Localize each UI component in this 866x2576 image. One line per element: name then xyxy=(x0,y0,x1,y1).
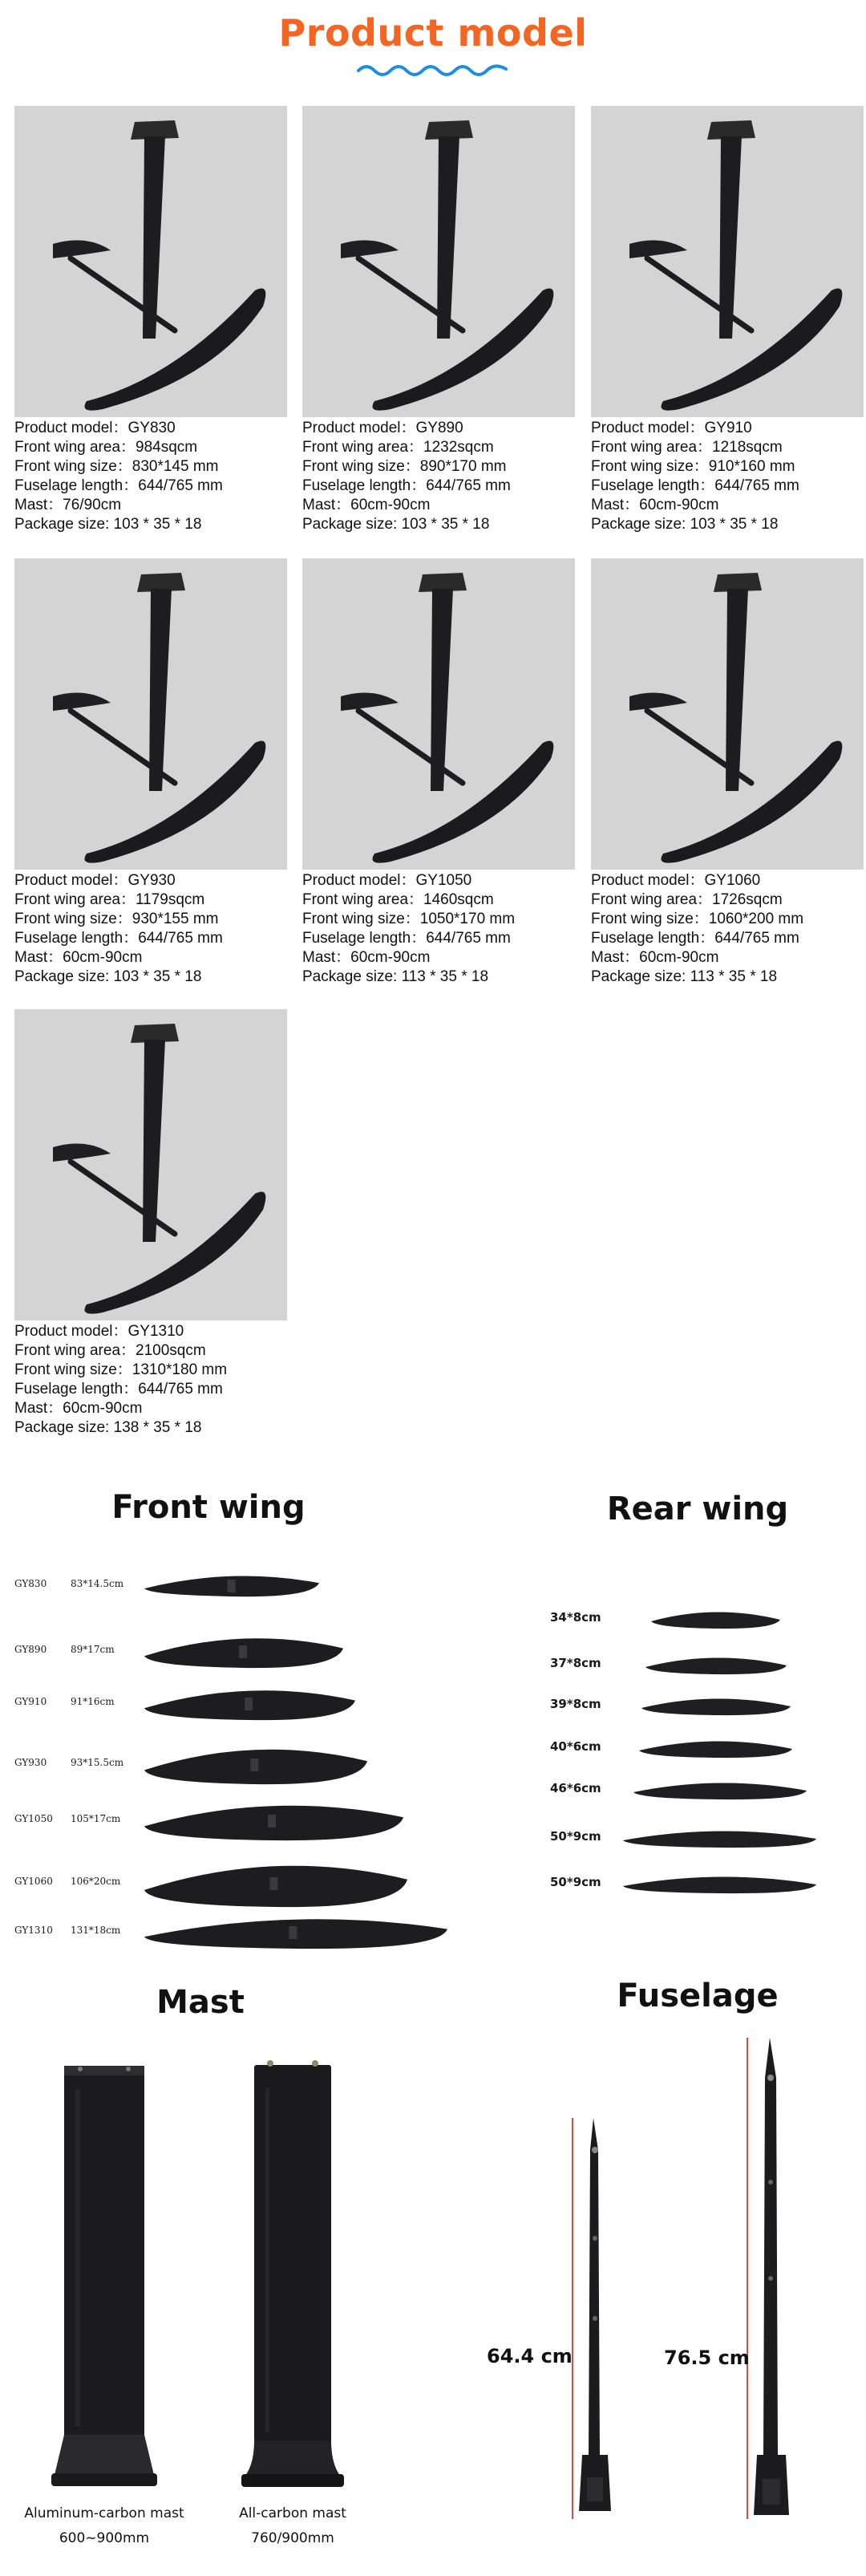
spec-size: Front wing size：1050*170 mm xyxy=(302,911,516,927)
rear-wing-size: 50*9cm xyxy=(550,1829,601,1844)
spec-fuselage: Fuselage length：644/765 mm xyxy=(591,930,799,947)
mast-range-2: 760/900mm xyxy=(251,2530,334,2546)
front-wing-size: 89*17cm xyxy=(71,1644,115,1655)
spec-fuselage: Fuselage length：644/765 mm xyxy=(302,477,511,494)
rear-wing-image xyxy=(637,1730,794,1762)
spec-size: Front wing size：1060*200 mm xyxy=(591,911,804,927)
product-specs xyxy=(14,1322,287,1438)
front-wing-row xyxy=(0,1741,465,1789)
hydrofoil-image xyxy=(302,106,575,417)
fuselage-long-image xyxy=(738,2038,826,2531)
front-wing-row xyxy=(0,1571,465,1619)
spec-model: Product model：GY910 xyxy=(591,420,752,436)
front-wing-image xyxy=(143,1571,327,1598)
front-wing-model: GY1060 xyxy=(14,1876,53,1887)
rear-wing-size: 50*9cm xyxy=(550,1875,601,1889)
rear-wing-image xyxy=(644,1646,788,1678)
mast-range-1: 600~900mm xyxy=(59,2530,150,2546)
hydrofoil-photo xyxy=(14,1009,287,1320)
front-wing-size: 106*20cm xyxy=(71,1876,121,1887)
spec-mast: Mast：60cm-90cm xyxy=(591,949,719,966)
spec-mast: Mast：60cm-90cm xyxy=(591,497,719,513)
spec-area: Front wing area：1232sqcm xyxy=(302,439,494,456)
rear-wing-image xyxy=(621,1865,818,1897)
rear-wing-heading: Rear wing xyxy=(606,1491,789,1527)
spec-size: Front wing size：830*145 mm xyxy=(14,458,219,475)
hydrofoil-photo xyxy=(591,106,864,417)
page-title: Product model xyxy=(278,11,588,55)
spec-area: Front wing area：984sqcm xyxy=(14,439,198,456)
spec-size: Front wing size：910*160 mm xyxy=(591,458,795,475)
spec-size: Front wing size：890*170 mm xyxy=(302,458,507,475)
front-wing-row xyxy=(0,1631,465,1679)
rear-wing-image xyxy=(650,1600,782,1633)
front-wing-model: GY1310 xyxy=(14,1925,53,1936)
spec-size: Front wing size：1310*180 mm xyxy=(14,1361,228,1378)
hydrofoil-photo xyxy=(14,558,287,870)
spec-area: Front wing area：2100sqcm xyxy=(14,1342,206,1359)
hydrofoil-image xyxy=(14,558,287,870)
hydrofoil-photo xyxy=(14,106,287,417)
mast-heading: Mast xyxy=(156,1984,245,2021)
spec-package: Package size: 103 * 35 * 18 xyxy=(14,968,202,985)
spec-area: Front wing area：1218sqcm xyxy=(591,439,783,456)
product-specs xyxy=(302,871,575,987)
spec-package: Package size: 113 * 35 * 18 xyxy=(302,968,489,985)
fuselage-short-image xyxy=(561,2118,650,2527)
mast-caption-2: All-carbon mast xyxy=(239,2505,346,2521)
front-wing-image xyxy=(143,1741,375,1786)
spec-fuselage: Fuselage length：644/765 mm xyxy=(591,477,799,494)
spec-model: Product model：GY830 xyxy=(14,420,176,436)
hydrofoil-image xyxy=(14,106,287,417)
front-wing-size: 91*16cm xyxy=(71,1696,115,1707)
rear-wing-image xyxy=(632,1771,808,1803)
hydrofoil-photo xyxy=(302,558,575,870)
product-card xyxy=(302,106,575,534)
product-card xyxy=(591,106,864,534)
spec-fuselage: Fuselage length：644/765 mm xyxy=(302,930,511,947)
spec-package: Package size: 103 * 35 * 18 xyxy=(591,516,779,533)
spec-package: Package size: 103 * 35 * 18 xyxy=(14,516,202,533)
product-specs xyxy=(591,419,864,534)
product-card xyxy=(14,1009,287,1438)
spec-package: Package size: 103 * 35 * 18 xyxy=(302,516,490,533)
product-card xyxy=(302,558,575,987)
wave-underline-icon xyxy=(357,61,509,79)
spec-mast: Mast：60cm-90cm xyxy=(302,497,431,513)
front-wing-model: GY1050 xyxy=(14,1813,53,1824)
spec-size: Front wing size：930*155 mm xyxy=(14,911,219,927)
spec-model: Product model：GY890 xyxy=(302,420,463,436)
rear-wing-size: 39*8cm xyxy=(550,1697,601,1711)
fuselage-heading: Fuselage xyxy=(617,1978,779,2014)
product-specs xyxy=(14,419,287,534)
rear-wing-size: 37*8cm xyxy=(550,1656,601,1670)
fuselage-length-1: 64.4 cm xyxy=(487,2345,573,2367)
front-wing-size: 131*18cm xyxy=(71,1925,121,1936)
front-wing-row xyxy=(0,1856,465,1904)
front-wing-image xyxy=(143,1912,455,1950)
front-wing-image xyxy=(143,1631,351,1669)
spec-mast: Mast：60cm-90cm xyxy=(14,949,143,966)
front-wing-row xyxy=(0,1797,465,1845)
spec-model: Product model：GY1050 xyxy=(302,872,472,889)
front-wing-model: GY930 xyxy=(14,1757,47,1768)
mast-caption-1: Aluminum-carbon mast xyxy=(24,2505,184,2521)
rear-wing-size: 40*6cm xyxy=(550,1739,601,1754)
product-card xyxy=(14,106,287,534)
hydrofoil-photo xyxy=(302,106,575,417)
front-wing-row xyxy=(0,1912,465,1960)
front-wing-size: 83*14.5cm xyxy=(71,1578,124,1589)
all-carbon-mast-image xyxy=(237,2055,349,2501)
front-wing-model: GY910 xyxy=(14,1696,47,1707)
product-card xyxy=(14,558,287,987)
hydrofoil-photo xyxy=(591,558,864,870)
product-specs xyxy=(591,871,864,987)
rear-wing-size: 34*8cm xyxy=(550,1610,601,1625)
product-specs xyxy=(14,871,287,987)
product-specs xyxy=(302,419,575,534)
spec-area: Front wing area：1460sqcm xyxy=(302,891,494,908)
front-wing-heading: Front wing xyxy=(111,1489,306,1526)
spec-fuselage: Fuselage length：644/765 mm xyxy=(14,1381,223,1398)
fuselage-length-2: 76.5 cm xyxy=(664,2347,750,2369)
front-wing-model: GY890 xyxy=(14,1644,47,1655)
front-wing-size: 105*17cm xyxy=(71,1813,121,1824)
spec-area: Front wing area：1179sqcm xyxy=(14,891,205,908)
hydrofoil-image xyxy=(591,558,864,870)
spec-mast: Mast：76/90cm xyxy=(14,497,122,513)
rear-wing-size: 46*6cm xyxy=(550,1781,601,1795)
spec-package: Package size: 113 * 35 * 18 xyxy=(591,968,778,985)
hydrofoil-image xyxy=(302,558,575,870)
spec-model: Product model：GY930 xyxy=(14,872,176,889)
spec-fuselage: Fuselage length：644/765 mm xyxy=(14,930,223,947)
front-wing-image xyxy=(143,1797,411,1842)
spec-area: Front wing area：1726sqcm xyxy=(591,891,783,908)
hydrofoil-image xyxy=(14,1009,287,1320)
spec-mast: Mast：60cm-90cm xyxy=(14,1400,143,1417)
product-card xyxy=(591,558,864,987)
rear-wing-image xyxy=(621,1819,818,1852)
front-wing-image xyxy=(143,1856,415,1909)
front-wing-model: GY830 xyxy=(14,1578,47,1589)
rear-wing-image xyxy=(640,1687,792,1719)
front-wing-size: 93*15.5cm xyxy=(71,1757,124,1768)
spec-model: Product model：GY1310 xyxy=(14,1323,184,1340)
spec-model: Product model：GY1060 xyxy=(591,872,761,889)
front-wing-image xyxy=(143,1683,363,1722)
spec-mast: Mast：60cm-90cm xyxy=(302,949,431,966)
hydrofoil-image xyxy=(591,106,864,417)
front-wing-row xyxy=(0,1683,465,1731)
spec-fuselage: Fuselage length：644/765 mm xyxy=(14,477,223,494)
spec-package: Package size: 138 * 35 * 18 xyxy=(14,1419,202,1436)
aluminum-carbon-mast-image xyxy=(48,2058,160,2499)
